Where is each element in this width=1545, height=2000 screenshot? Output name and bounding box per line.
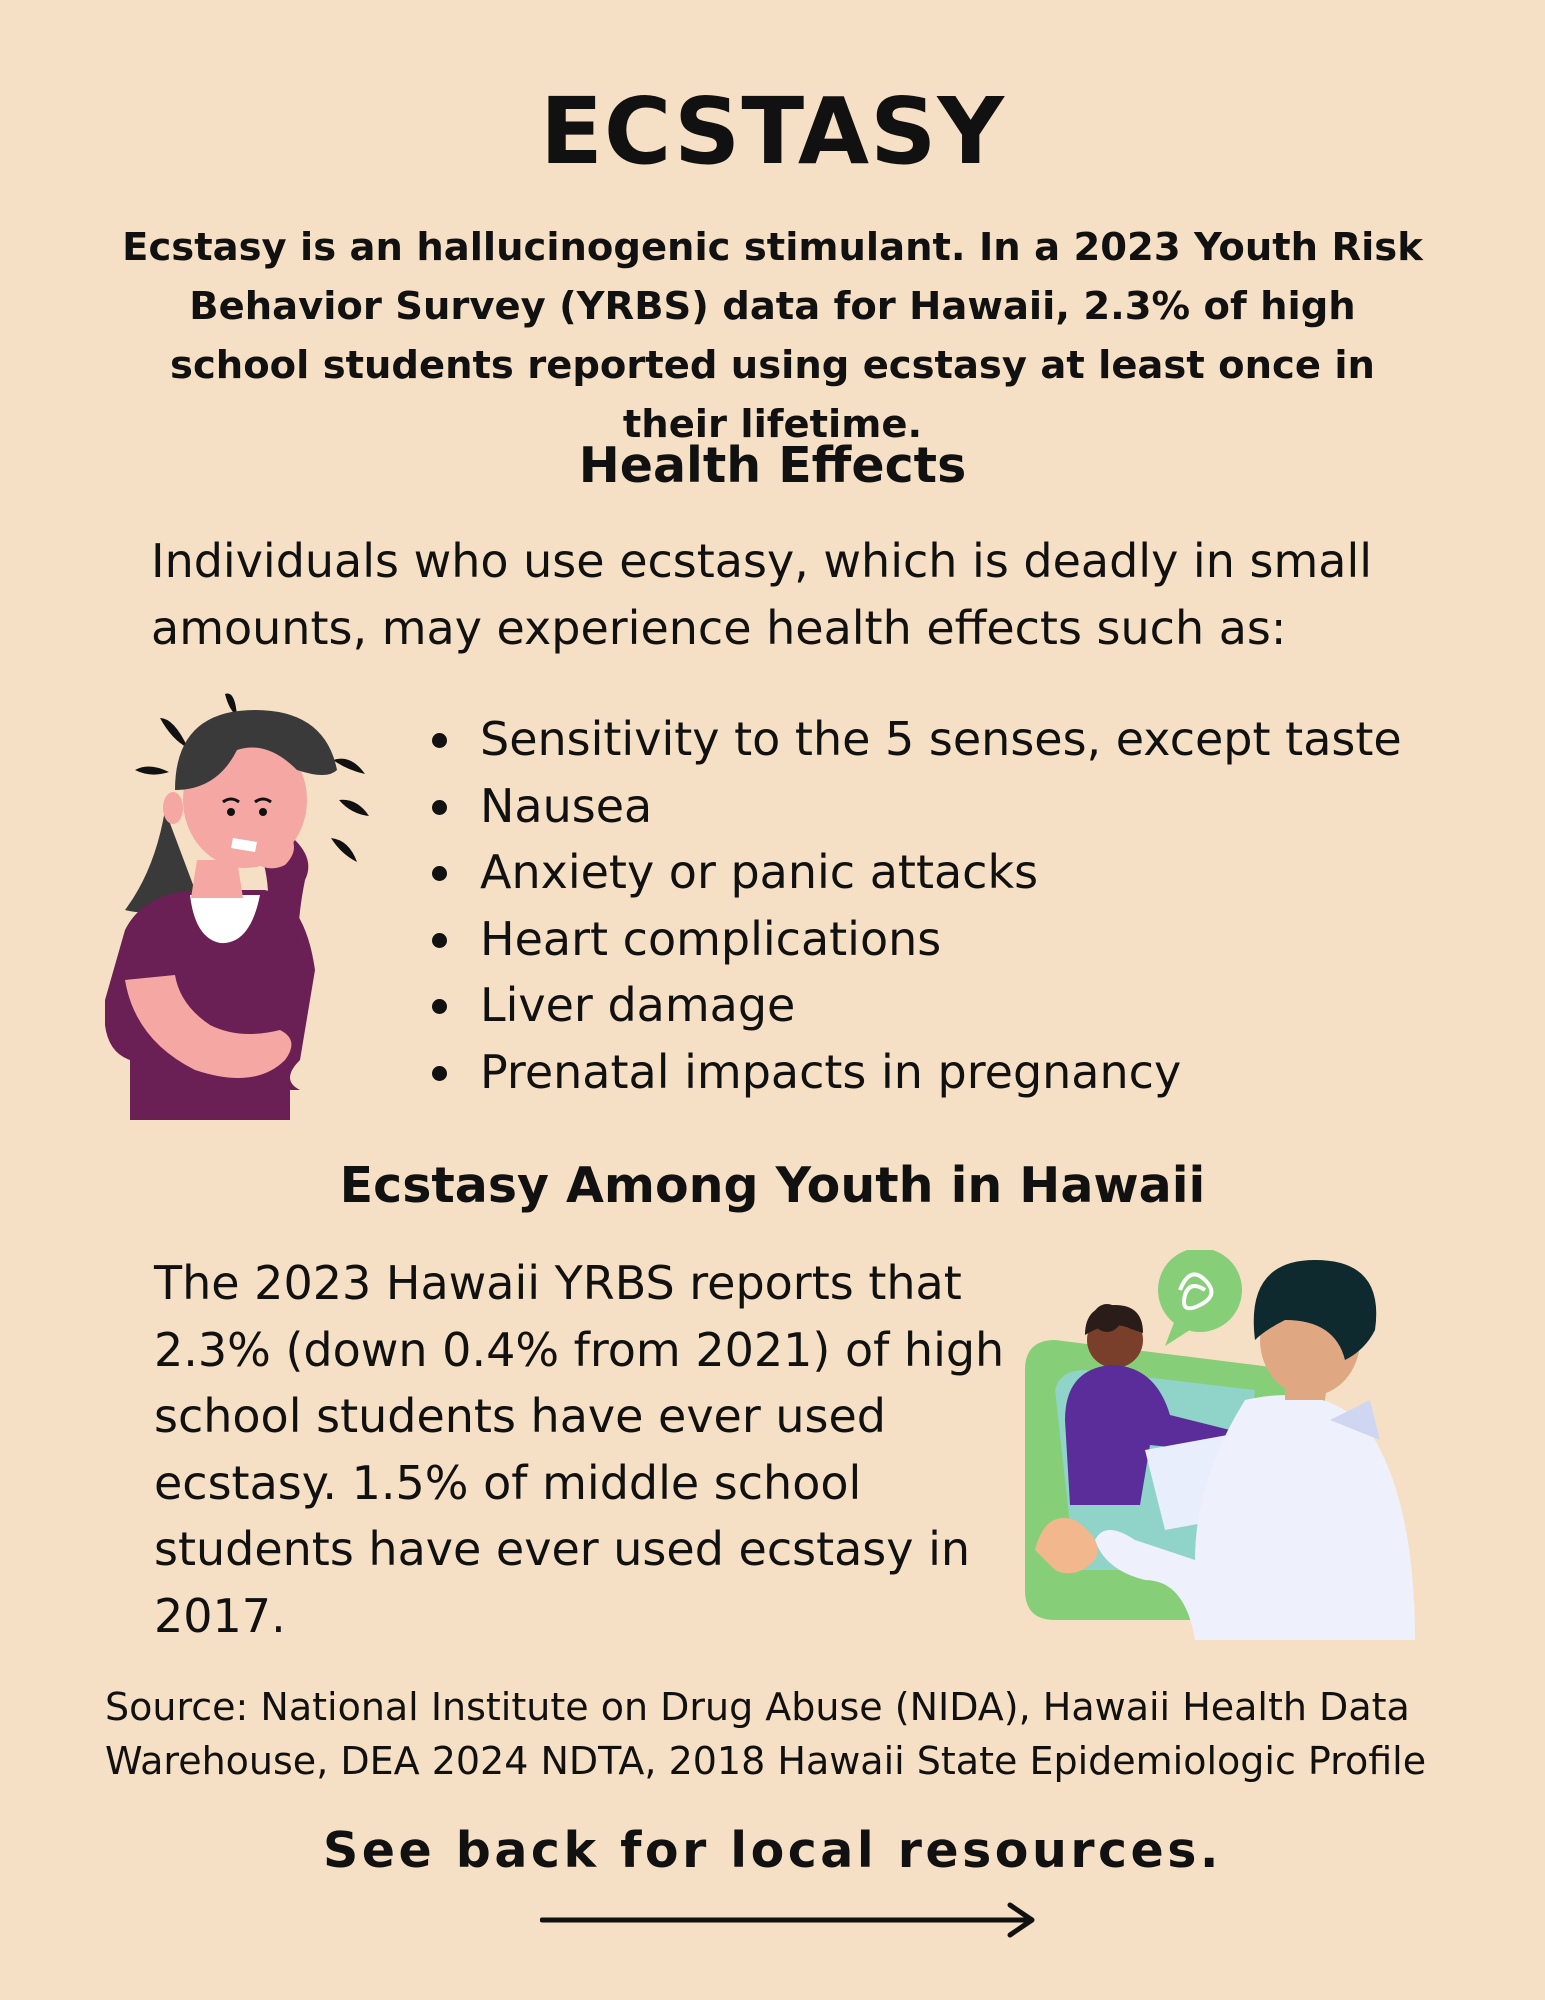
list-item: Liver damage xyxy=(430,972,1402,1039)
health-effects-intro: Individuals who use ecstasy, which is deadly in small amounts, may experience health effects such as: xyxy=(151,534,1372,655)
list-item: Sensitivity to the 5 senses, except taste xyxy=(430,706,1402,773)
intro-paragraph: Ecstasy is an hallucinogenic stimulant. In a 2023 Youth Risk Behavior Survey (YRBS) data for Hawaii, 2.3% of high school students reported using ecstasy at least once in their lifetime. xyxy=(122,225,1423,447)
youth-heading: Ecstasy Among Youth in Hawaii xyxy=(339,1157,1206,1214)
health-effects-heading: Health Effects xyxy=(578,437,967,494)
youth-paragraph: The 2023 Hawaii YRBS reports that 2.3% (down 0.4% from 2021) of high school students have ever used ecstasy. 1.5% of middle school students have ever used ecstasy in 2017. xyxy=(154,1256,1005,1643)
call-to-action: See back for local resources. xyxy=(322,1822,1223,1879)
list-item: Nausea xyxy=(430,773,1402,840)
page-title: ECSTASY xyxy=(539,78,1006,185)
arrow-right-icon xyxy=(540,1900,1040,1940)
worried-person-illustration xyxy=(105,690,405,1120)
counseling-session-illustration xyxy=(1015,1250,1435,1640)
list-item: Prenatal impacts in pregnancy xyxy=(430,1039,1402,1106)
list-item: Heart complications xyxy=(430,906,1402,973)
list-item: Anxiety or panic attacks xyxy=(430,839,1402,906)
source-note: Source: National Institute on Drug Abuse (NIDA), Hawaii Health Data Warehouse, DEA 2024 NDTA, 2018 Hawaii State Epidemiologic Profile xyxy=(105,1685,1427,1783)
health-effects-list xyxy=(430,706,1402,1105)
speech-bubble-icon xyxy=(1158,1250,1242,1346)
